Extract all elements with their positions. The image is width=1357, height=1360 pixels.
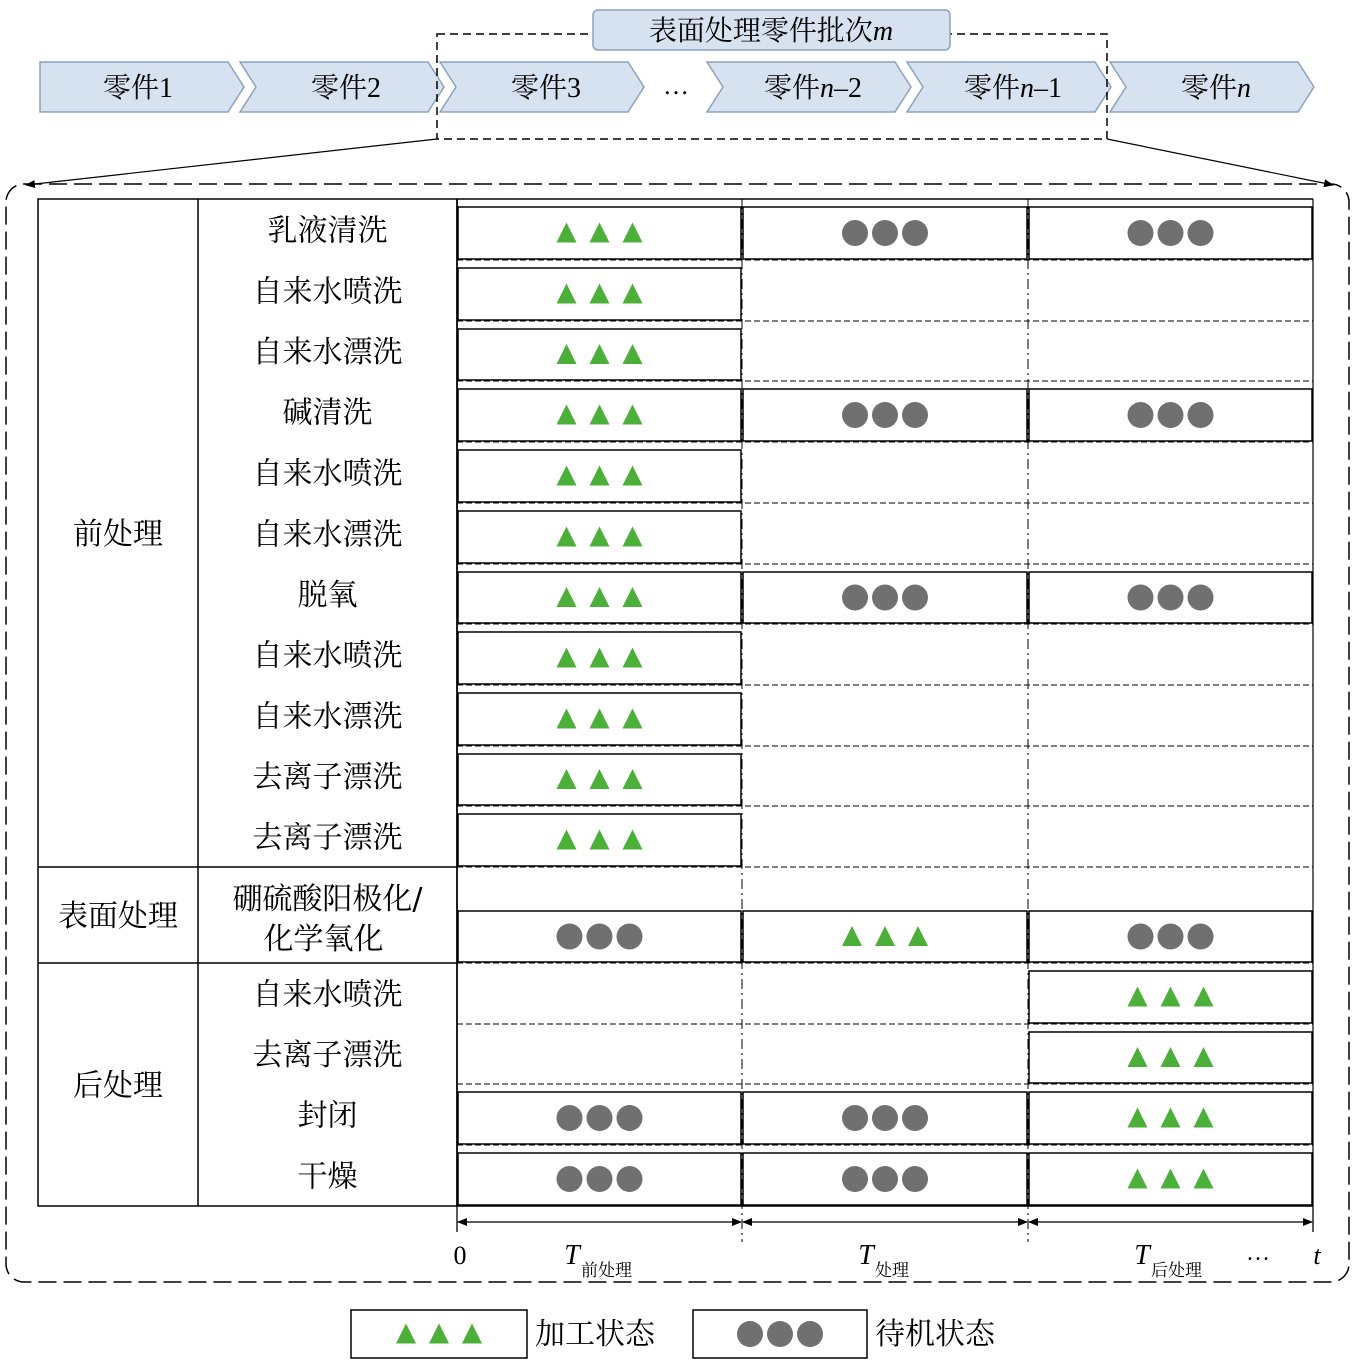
legend-label: 加工状态	[535, 1317, 655, 1352]
step-label: 去离子漂洗	[252, 760, 403, 795]
standby-circle	[902, 220, 928, 246]
step-label-line2: 化学氧化	[263, 922, 384, 957]
part-label: 零件1	[102, 71, 174, 104]
schedule-table	[38, 199, 1313, 1242]
step-label: 自来水漂洗	[252, 517, 403, 553]
step-row	[198, 1032, 1313, 1084]
part-label: 零件2	[310, 71, 382, 104]
standby-circle	[902, 1166, 928, 1192]
step-row	[198, 329, 1313, 381]
standby-circle	[842, 220, 868, 246]
standby-circle	[557, 1105, 583, 1131]
step-row	[198, 882, 1313, 963]
part-label: 零件3	[510, 71, 582, 104]
step-label: 自来水喷洗	[252, 274, 403, 310]
step-row	[198, 572, 1313, 624]
step-label: 乳液清洗	[267, 213, 388, 249]
axis-end-label: t	[1313, 1241, 1321, 1270]
period-label	[858, 1240, 909, 1281]
step-label: 自来水喷洗	[252, 977, 403, 1013]
step-label: 去离子漂洗	[252, 820, 403, 856]
svg-text:T: T	[564, 1240, 580, 1271]
standby-circle	[842, 1105, 868, 1131]
legend-item	[693, 1310, 996, 1358]
step-row	[198, 268, 1313, 321]
standby-circle	[617, 1105, 643, 1131]
time-axis	[454, 1206, 1322, 1281]
standby-circle	[617, 924, 643, 950]
step-label: 脱氧	[297, 578, 358, 613]
part-chevron	[240, 62, 444, 112]
standby-circle	[1188, 924, 1214, 950]
part-label: 零件n–1	[963, 71, 1063, 104]
step-label: 自来水漂洗	[252, 335, 403, 370]
part-chevron	[40, 62, 244, 112]
step-label: 自来水喷洗	[252, 456, 403, 492]
standby-circle	[587, 924, 613, 950]
standby-circle	[1158, 585, 1184, 611]
standby-circle	[737, 1321, 763, 1347]
standby-circle	[1128, 924, 1154, 950]
standby-circle	[872, 1166, 898, 1192]
legend-item	[351, 1310, 656, 1358]
standby-circle	[902, 585, 928, 611]
standby-circle	[1188, 402, 1214, 428]
group-label: 表面处理	[58, 899, 178, 934]
zoom-line-right	[1107, 139, 1333, 185]
legend	[351, 1310, 996, 1358]
standby-circle	[557, 924, 583, 950]
standby-circle	[872, 1105, 898, 1131]
standby-circle	[1128, 220, 1154, 246]
axis-ellipsis: …	[1246, 1240, 1270, 1266]
standby-circle	[842, 585, 868, 611]
step-row	[198, 450, 1313, 503]
axis-start-label: 0	[453, 1241, 467, 1270]
standby-circle	[1158, 220, 1184, 246]
standby-circle	[797, 1321, 823, 1347]
step-row	[198, 1092, 1313, 1145]
standby-circle	[767, 1321, 793, 1347]
step-row	[198, 632, 1313, 685]
step-label: 去离子漂洗	[252, 1038, 403, 1073]
legend-label: 待机状态	[875, 1317, 995, 1352]
step-label: 硼硫酸阳极化/	[232, 882, 423, 917]
parts-ellipsis: …	[663, 71, 689, 100]
step-row	[198, 814, 1313, 867]
standby-circle	[902, 402, 928, 428]
svg-text:处理: 处理	[875, 1261, 909, 1281]
step-label: 干燥	[297, 1159, 358, 1195]
standby-circle	[842, 1166, 868, 1192]
step-label: 自来水漂洗	[252, 699, 403, 735]
step-label: 碱清洗	[282, 395, 373, 431]
step-row	[198, 971, 1313, 1024]
standby-circle	[557, 1166, 583, 1192]
group-label: 后处理	[73, 1068, 163, 1104]
standby-circle	[1128, 402, 1154, 428]
standby-circle	[1188, 220, 1214, 246]
step-row	[198, 207, 1313, 260]
batch-label: 表面处理零件批次m	[648, 14, 894, 47]
step-row	[198, 693, 1313, 746]
step-label: 自来水喷洗	[252, 638, 403, 674]
period-label	[564, 1240, 632, 1281]
standby-circle	[587, 1105, 613, 1131]
standby-circle	[902, 1105, 928, 1131]
standby-circle	[587, 1166, 613, 1192]
standby-circle	[1128, 585, 1154, 611]
svg-text:前处理: 前处理	[581, 1261, 632, 1281]
part-label: 零件n	[1180, 71, 1252, 104]
group-label: 前处理	[73, 517, 163, 552]
part-chevron	[440, 62, 644, 112]
standby-circle	[1188, 585, 1214, 611]
step-row	[198, 511, 1313, 564]
part-chevron	[907, 62, 1111, 112]
standby-circle	[1158, 924, 1184, 950]
step-row	[198, 389, 1313, 442]
part-chevron	[1110, 62, 1314, 112]
standby-circle	[842, 402, 868, 428]
period-label	[1134, 1240, 1202, 1281]
step-row	[298, 1153, 1314, 1206]
svg-text:后处理: 后处理	[1151, 1261, 1202, 1281]
part-label: 零件n–2	[763, 71, 863, 104]
standby-circle	[617, 1166, 643, 1192]
standby-circle	[872, 585, 898, 611]
standby-circle	[872, 402, 898, 428]
standby-circle	[1158, 402, 1184, 428]
step-row	[198, 754, 1313, 806]
svg-text:T: T	[858, 1240, 874, 1271]
svg-text:T: T	[1134, 1240, 1150, 1271]
standby-circle	[872, 220, 898, 246]
part-chevron	[707, 62, 911, 112]
zoom-line-left	[26, 139, 437, 185]
step-label: 封闭	[297, 1098, 358, 1134]
